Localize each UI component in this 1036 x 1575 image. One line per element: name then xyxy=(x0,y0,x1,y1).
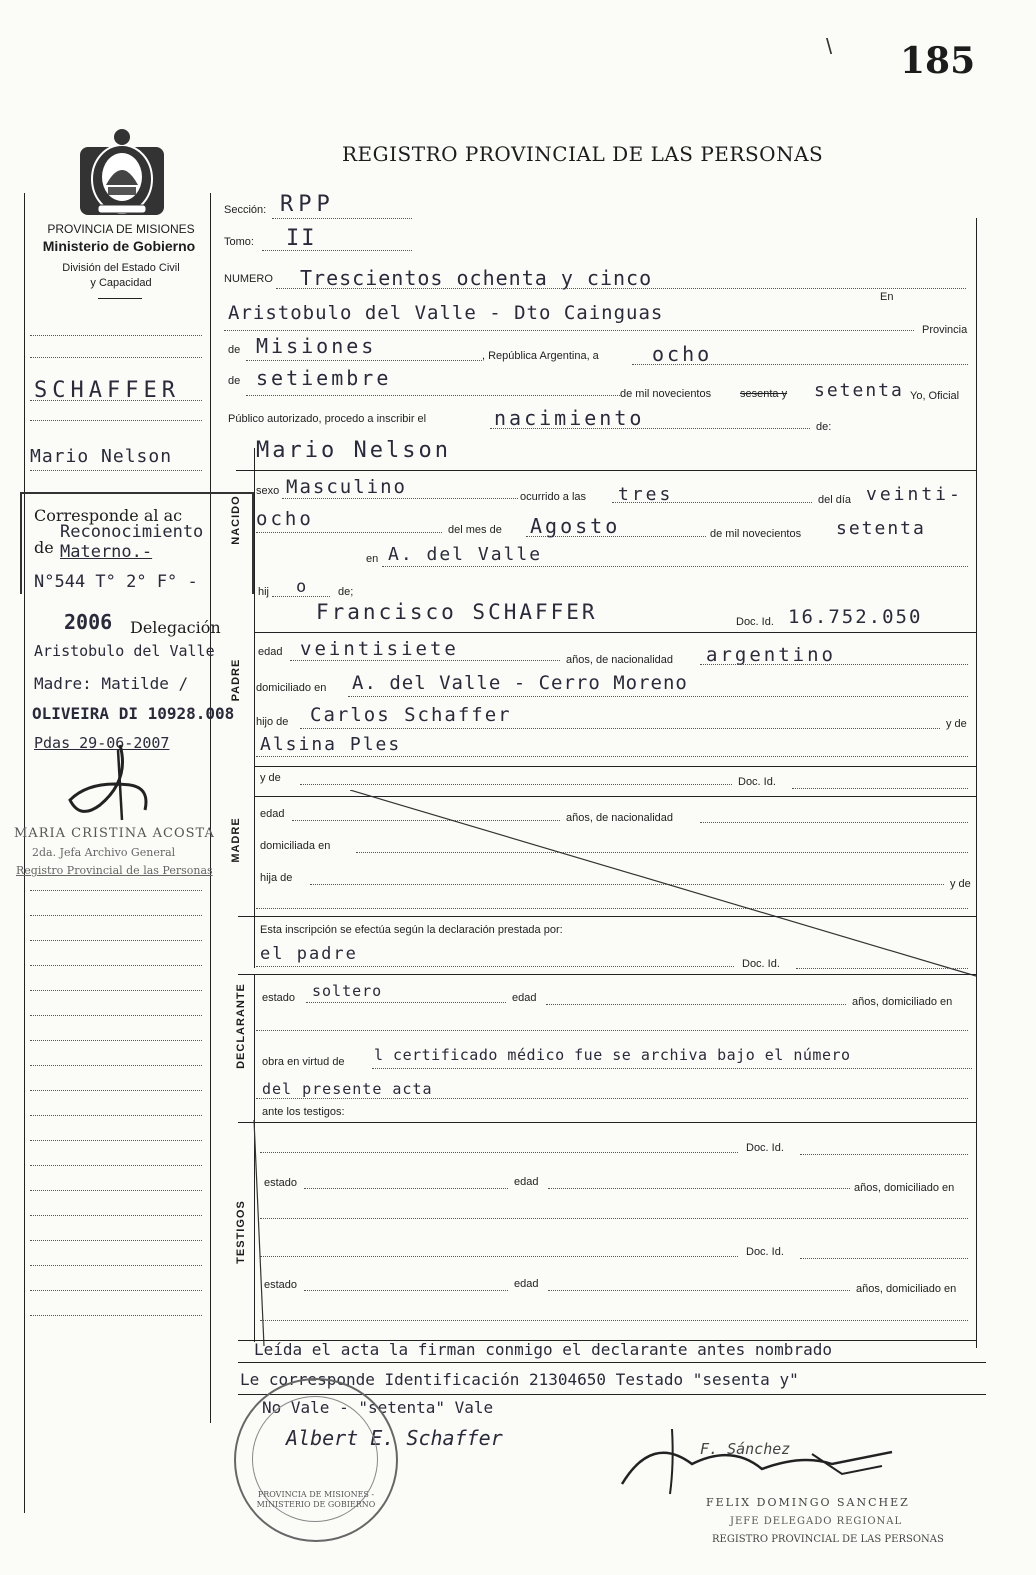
division-line-2: y Capacidad xyxy=(90,277,152,289)
declarante-estado-line-2 xyxy=(256,1030,968,1031)
declarante-obra-line-2 xyxy=(256,1098,968,1099)
madre-domicilio-label: domiciliada en xyxy=(260,840,331,852)
margin-line xyxy=(30,1040,202,1041)
hora-value: tres xyxy=(618,484,674,505)
margin-line xyxy=(30,1090,202,1091)
mes-line xyxy=(246,395,622,396)
oficial-stamp-office: REGISTRO PROVINCIAL DE LAS PERSONAS xyxy=(712,1534,944,1545)
province-seal xyxy=(78,125,166,217)
oficial-stamp-role: JEFE DELEGADO REGIONAL xyxy=(730,1516,903,1527)
testigo1-doc-line xyxy=(800,1154,968,1155)
testigo2-estado-line xyxy=(304,1290,508,1291)
oficial-label: Yo, Oficial xyxy=(910,390,960,402)
madre-label: MADRE xyxy=(230,817,242,863)
lugar-line xyxy=(224,330,914,331)
testigo1-estado-line xyxy=(304,1188,508,1189)
padre-hijo-de-line xyxy=(300,728,940,729)
testigo2-domicilio-line xyxy=(260,1320,968,1321)
padre-doc-label: Doc. Id. xyxy=(736,616,774,628)
margin-signature xyxy=(60,740,170,830)
margin-line xyxy=(30,1215,202,1216)
sexo-line xyxy=(282,498,518,499)
madre-y-de-label: y de xyxy=(260,772,281,784)
margin-given-names: Mario Nelson xyxy=(30,446,173,467)
closing-line-3: No Vale - "setenta" Vale xyxy=(262,1398,494,1417)
margin-line xyxy=(30,1015,202,1016)
declarante-estado-label: estado xyxy=(262,992,296,1004)
padre-nombre: Francisco SCHAFFER xyxy=(316,600,598,624)
declarante-divider xyxy=(254,974,255,1122)
padre-nac-line xyxy=(700,664,968,665)
en-label-2: en xyxy=(366,553,379,565)
tomo-label: Tomo: xyxy=(224,236,254,248)
lugar-nac-line xyxy=(382,566,968,567)
mes-nac-value: Agosto xyxy=(530,514,621,538)
struck-year: sesenta y xyxy=(740,388,788,400)
note-line-4-suffix: Delegación xyxy=(130,618,221,637)
nacido-label: NACIDO xyxy=(230,495,242,545)
note-line-8: Pdas 29-06-2007 xyxy=(34,734,170,752)
margin-surname: SCHAFFER xyxy=(34,378,180,403)
testigos-label: TESTIGOS xyxy=(235,1200,247,1264)
publico-label: Público autorizado, procedo a inscribir el xyxy=(228,413,427,425)
padre-doc: 16.752.050 xyxy=(788,606,923,628)
testigos-intro-label: ante los testigos: xyxy=(262,1106,345,1118)
seal-icon xyxy=(78,125,166,217)
anio-value: setenta xyxy=(814,380,904,401)
declarante-obra-line xyxy=(372,1068,972,1069)
hij-suffix: o xyxy=(296,577,309,597)
declarante-label: DECLARANTE xyxy=(235,983,247,1069)
margin-line xyxy=(30,890,202,891)
padre-padre-de: Carlos Schaffer xyxy=(310,704,512,726)
note-line-2: de xyxy=(34,538,54,557)
declarante-edad-line xyxy=(546,1004,846,1005)
numero-line xyxy=(276,288,966,289)
nombre-value: Mario Nelson xyxy=(256,438,451,463)
declarante-doc-line xyxy=(796,968,968,969)
madre-y-de-label-2: y de xyxy=(950,878,971,890)
declarante-obra-2: del presente acta xyxy=(262,1080,433,1098)
closing-line-1-rule xyxy=(238,1362,986,1363)
madre-doc-label: Doc. Id. xyxy=(738,776,776,788)
ministry-name: Ministerio de Gobierno xyxy=(42,238,196,254)
testigo1-nombre-line xyxy=(260,1152,738,1153)
declarante-nombre-line xyxy=(256,966,734,967)
margin-line xyxy=(30,1240,202,1241)
tipo-line xyxy=(490,428,810,429)
margin-line xyxy=(30,1315,202,1316)
declarante-mid xyxy=(238,974,976,975)
margin-divider xyxy=(210,193,211,1423)
closing-line-2: Le corresponde Identificación 21304650 Testado "sesenta y" xyxy=(240,1370,799,1389)
anio-nac-value: setenta xyxy=(836,518,926,539)
margin-line xyxy=(30,1140,202,1141)
republica-label: , República Argentina, a xyxy=(482,350,599,362)
sexo-value: Masculino xyxy=(286,476,407,498)
round-stamp xyxy=(234,1378,398,1542)
right-border xyxy=(976,218,977,1348)
margin-line xyxy=(30,1065,202,1066)
margin-line xyxy=(30,940,202,941)
mil-label-2: de mil novecientos xyxy=(710,528,802,540)
madre-doc-line xyxy=(792,788,968,789)
madre-top xyxy=(254,766,976,767)
padre-domicilio-line xyxy=(348,696,968,697)
padre-nac-label: años, de nacionalidad xyxy=(566,654,674,666)
oficial-stamp-name: FELIX DOMINGO SANCHEZ xyxy=(706,1496,910,1509)
margin-line xyxy=(30,1115,202,1116)
margin-line xyxy=(30,915,202,916)
madre-hija-label: hija de xyxy=(260,872,293,884)
closing-line-1: Leída el acta la firman conmigo el declarante antes nombrado xyxy=(254,1340,832,1359)
testigo1-edad-line xyxy=(548,1188,850,1189)
dia-nac-line xyxy=(256,532,442,533)
registry-title: REGISTRO PROVINCIAL DE LAS PERSONAS xyxy=(342,142,824,166)
margin-line xyxy=(30,335,202,336)
de-label-2: de xyxy=(228,375,241,387)
padre-y-de-label: y de xyxy=(946,718,967,730)
note-line-6: Madre: Matilde / xyxy=(34,674,189,693)
padre-nacionalidad: argentino xyxy=(706,644,836,666)
declarante-estado: soltero xyxy=(312,982,383,1000)
testigo2-edad-label: edad xyxy=(514,1278,539,1290)
declarante-obra-label: obra en virtud de xyxy=(262,1056,345,1068)
declarante-domicilio-label: años, domiciliado en xyxy=(852,996,953,1008)
numero-label: NUMERO xyxy=(224,273,273,285)
lugar-nac-value: A. del Valle xyxy=(388,544,543,565)
del-mes-label: del mes de xyxy=(448,524,502,536)
margin-line xyxy=(30,357,202,358)
marginal-note xyxy=(20,492,256,762)
note-line-2-hand: Materno.- xyxy=(60,542,153,562)
note-line-4-hand: 2006 xyxy=(64,610,113,634)
declarante-intro: Esta inscripción se efectúa según la declaración prestada por: xyxy=(260,924,563,936)
declarante-top xyxy=(238,916,976,917)
margin-line xyxy=(30,1265,202,1266)
testigo1-domicilio-label: años, domiciliado en xyxy=(854,1182,955,1194)
archive-stamp-role: 2da. Jefa Archivo General xyxy=(32,846,176,859)
provincia-value: Misiones xyxy=(256,334,377,358)
padre-domicilio: A. del Valle - Cerro Moreno xyxy=(352,672,688,694)
testigo1-estado-label: estado xyxy=(264,1177,298,1189)
archive-stamp-office: Registro Provincial de las Personas xyxy=(16,864,213,877)
declarante-obra-1: l certificado médico fue se archiva bajo el número xyxy=(374,1046,851,1064)
margin-line xyxy=(30,1290,202,1291)
testigos-top xyxy=(238,1122,976,1123)
nacido-divider xyxy=(254,448,255,968)
testigo1-doc-label: Doc. Id. xyxy=(746,1142,784,1154)
hora-line xyxy=(612,502,812,503)
division-underline xyxy=(98,298,142,299)
nombre-line xyxy=(236,470,976,471)
mil-label: de mil novecientos xyxy=(620,388,712,400)
en-label: En xyxy=(880,291,894,303)
ocurrido-label: ocurrido a las xyxy=(520,491,587,503)
dia-value: ocho xyxy=(652,342,713,366)
left-border xyxy=(24,193,25,1513)
mes-nac-line xyxy=(526,536,706,537)
padre-madre-de: Alsina Ples xyxy=(260,734,402,755)
tomo-line xyxy=(262,250,412,251)
padre-top xyxy=(254,632,976,633)
margin-line xyxy=(30,420,202,421)
seccion-line xyxy=(272,218,412,219)
sexo-label: sexo xyxy=(256,485,280,497)
seccion-value: RPP xyxy=(280,192,335,217)
tipo-value: nacimiento xyxy=(494,406,645,430)
testigo1-domicilio-line xyxy=(260,1218,968,1219)
mes-value: setiembre xyxy=(256,366,392,390)
dia-nac-1: veinti- xyxy=(866,484,963,505)
note-line-7: OLIVEIRA DI 10928.008 xyxy=(32,704,235,723)
del-dia-label: del día xyxy=(818,494,852,506)
division-line-1: División del Estado Civil xyxy=(62,262,180,274)
provincia-label: Provincia xyxy=(922,324,968,336)
dia-line xyxy=(632,364,968,365)
padre-label: PADRE xyxy=(230,658,242,702)
tomo-value: II xyxy=(286,226,317,251)
testigo2-edad-line xyxy=(548,1290,850,1291)
padre-edad-line xyxy=(290,660,560,661)
signature-declarante: Albert E. Schaffer xyxy=(286,1426,503,1450)
numero-value: Trescientos ochenta y cinco xyxy=(300,266,653,290)
dia-nac-2: ocho xyxy=(256,508,314,530)
note-line-5: Aristobulo del Valle xyxy=(34,642,215,660)
padre-hijo-de-label: hijo de xyxy=(256,716,289,728)
padre-madre-de-line xyxy=(256,756,968,757)
hij-line xyxy=(272,596,330,597)
testigo2-nombre-line xyxy=(260,1256,738,1257)
declarante-doc-label: Doc. Id. xyxy=(742,958,780,970)
madre-y-de-line xyxy=(300,784,732,785)
testigo1-edad-label: edad xyxy=(514,1176,539,1188)
margin-line xyxy=(30,965,202,966)
signature-oficial-mark xyxy=(612,1424,912,1504)
de-label-3: de; xyxy=(338,586,354,598)
declarante-edad-label: edad xyxy=(512,992,537,1004)
signature-oficial: F. Sánchez xyxy=(700,1440,791,1458)
hij-label: hij xyxy=(258,586,270,598)
page-number: 185 xyxy=(900,40,976,82)
madre-edad-label: edad xyxy=(260,808,285,820)
declarante-nombre: el padre xyxy=(260,944,358,964)
note-line-1: Corresponde al ac xyxy=(34,506,183,525)
padre-edad-label: edad xyxy=(258,646,283,658)
archive-stamp-name: MARIA CRISTINA ACOSTA xyxy=(14,826,215,841)
padre-domicilio-label: domiciliado en xyxy=(256,682,327,694)
declarante-estado-line xyxy=(306,1002,506,1003)
de-colon: de: xyxy=(816,421,832,433)
note-line-1-hand: Reconocimiento xyxy=(60,522,204,542)
margin-line xyxy=(30,990,202,991)
testigo2-doc-line xyxy=(800,1258,968,1259)
testigo2-domicilio-label: años, domiciliado en xyxy=(856,1283,957,1295)
provincia-line xyxy=(246,360,482,361)
testigo2-doc-label: Doc. Id. xyxy=(746,1246,784,1258)
madre-nac-label: años, de nacionalidad xyxy=(566,812,674,824)
margin-line xyxy=(30,1165,202,1166)
corner-mark: \ xyxy=(826,34,833,59)
province-name: PROVINCIA DE MISIONES xyxy=(47,222,195,236)
de-label: de xyxy=(228,344,241,356)
seccion-label: Sección: xyxy=(224,204,267,216)
round-stamp-text: PROVINCIA DE MISIONES - MINISTERIO DE GOBIERNO xyxy=(256,1490,376,1509)
margin-line xyxy=(30,1190,202,1191)
testigos-strike xyxy=(252,1120,282,1350)
note-line-3: N°544 T° 2° F° - xyxy=(34,572,198,592)
margin-line xyxy=(30,470,202,471)
testigo2-estado-label: estado xyxy=(264,1279,298,1291)
lugar-value: Aristobulo del Valle - Dto Cainguas xyxy=(228,302,664,324)
padre-edad: veintisiete xyxy=(300,638,459,660)
madre-strike xyxy=(350,790,980,980)
